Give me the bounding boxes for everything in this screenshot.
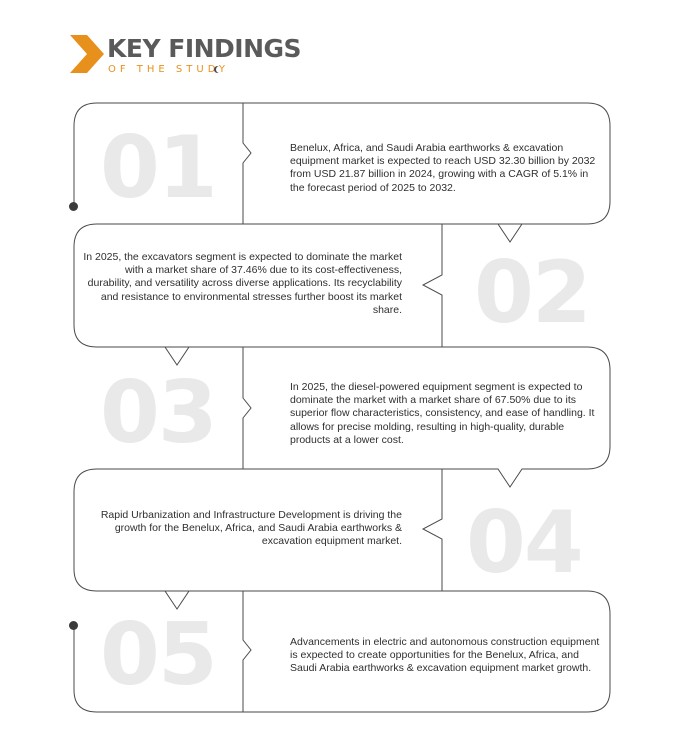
finding-text-03: In 2025, the diesel-powered equipment segment is expected to dominate the market with a market share of 67.50% due to its superior flow characteristics, consistency, and ease of handling. It allows for precise molding, resulting in high-quality, durable products at a lower cost. <box>290 381 595 446</box>
finding-number-01: 01 <box>100 118 216 218</box>
finding-text-02: In 2025, the excavators segment is expected to dominate the market with a market share of 37.46% due to its cost-effectiveness, durability, and versatility across diverse applications. Its recyclability and resistance to environmental stresses further boost its market share. <box>83 251 402 316</box>
flow-end-dot <box>69 621 78 630</box>
divider-05 <box>243 591 251 712</box>
finding-text-04: Rapid Urbanization and Infrastructure Development is driving the growth for the Benelux, Africa, and Saudi Arabia earthworks & excavation equipment market. <box>100 509 402 548</box>
finding-number-02: 02 <box>474 243 590 343</box>
divider-03 <box>243 347 251 469</box>
finding-number-04: 04 <box>466 493 582 593</box>
divider-01 <box>243 103 251 224</box>
page-title: KEY FINDINGS <box>107 34 302 63</box>
finding-number-05: 05 <box>100 605 216 705</box>
finding-number-03: 03 <box>100 363 216 463</box>
finding-text-01: Benelux, Africa, and Saudi Arabia earthworks & excavation equipment market is expected to reach USD 32.30 billion by 2032 from USD 21.87 billion in 2024, growing with a CAGR of 5.1% in the forecast period of 2025 to 2032. <box>290 142 596 194</box>
divider-04 <box>423 469 442 591</box>
divider-02 <box>423 224 442 347</box>
flow-start-dot <box>69 202 78 211</box>
page-subtitle: OF THE STUDY <box>108 64 229 75</box>
finding-text-05: Advancements in electric and autonomous construction equipment is expected to create opportunities for the Benelux, Africa, and Saudi Arabia earthworks & excavation equipment market growth. <box>290 636 600 675</box>
